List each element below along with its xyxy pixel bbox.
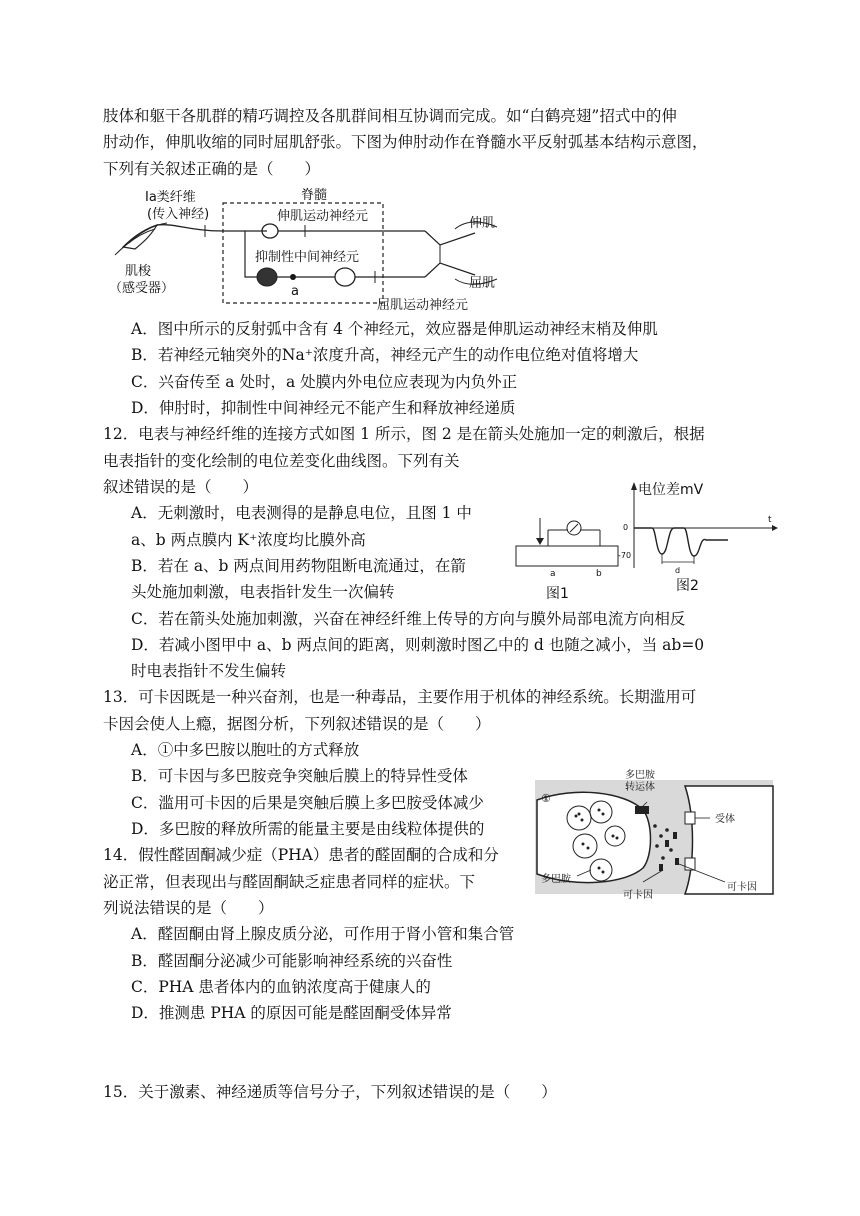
spindle-label: 肌梭 [125,264,152,279]
afferent-label: (传入神经) [147,207,210,222]
q12-stem-line-3: 叙述错误的是（ ） [103,478,259,496]
fig1-b-label: b [596,569,602,579]
q11-option-a: A．图中所示的反射弧中含有 4 个神经元，效应器是伸肌运动神经末梢及伸肌 [131,320,658,338]
q11-option-b: B．若神经元轴突外的Na⁺浓度升高，神经元产生的动作电位绝对值将增大 [131,346,639,364]
q13-stem-line-2: 卡因会使人上瘾，据图分析，下列叙述错误的是（ ） [103,715,491,733]
spinal-cord-label: 脊髓 [301,188,328,203]
q13-option-d: D．多巴胺的释放所需的能量主要是由线粒体提供的 [131,820,485,838]
fig2-caption: 图2 [676,578,699,593]
q11-stem-line-3: 下列有关叙述正确的是（ ） [103,160,321,178]
synapse-figure [535,766,775,902]
q12-option-d-1: D．若减小图甲中 a、b 两点间的距离，则刺激时图乙中的 d 也随之减小，当 ab=0 [131,636,705,654]
q15-stem: 15．关于激素、神经递质等信号分子，下列叙述错误的是（ ） [103,1083,557,1101]
q12-stem-line-1: 12．电表与神经纤维的连接方式如图 1 所示，图 2 是在箭头处施加一定的刺激后，根据 [103,425,705,443]
circle-1-label: ① [541,792,551,805]
q12-stem-line-2: 电表指针的变化绘制的电位差变化曲线图。下列有关 [103,452,460,470]
q12-option-a-2: a、b 两点膜内 K⁺浓度均比膜外高 [131,531,366,549]
fig2-ylabel: 电位差mV [638,482,704,498]
q12-option-b-1: B．若在 a、b 两点间用药物阻断电流通过，在箭 [131,557,466,575]
fig2-xlabel: t [768,515,772,525]
extensor-motor-label: 伸肌运动神经元 [277,209,369,224]
flexor-motor-label: 屈肌运动神经元 [377,298,469,313]
figure-1-meter [512,512,622,602]
inhibitory-inter-label: 抑制性中间神经元 [255,250,360,265]
q13-option-b: B．可卡因与多巴胺竞争突触后膜上的特异性受体 [131,767,468,785]
transporter-label-1: 多巴胺 [625,770,655,781]
q14-option-d: D．推测患 PHA 的原因可能是醛固酮受体异常 [131,1004,452,1022]
transporter-label-2: 转运体 [625,782,655,793]
q11-stem-line-2: 肘动作，伸肌收缩的同时屈肌舒张。下图为伸肘动作在脊髓水平反射弧基本结构示意图， [103,133,708,151]
q14-stem-line-2: 泌正常，但表现出与醛固酮缺乏症患者同样的症状。下 [103,873,476,891]
q12-option-b-2: 头处施加刺激，电表指针发生一次偏转 [131,583,395,601]
ia-fiber-label: Ⅰa类纤维 [145,190,196,205]
q14-stem-line-1: 14．假性醛固酮减少症（PHA）患者的醛固酮的合成和分 [103,846,499,864]
fig1-a-label: a [550,569,556,579]
q14-option-b: B．醛固酮分泌减少可能影响神经系统的兴奋性 [131,952,453,970]
q11-stem-line-1: 肢体和躯干各肌群的精巧调控及各肌群间相互协调而完成。如“白鹤亮翅”招式中的伸 [103,107,677,125]
q14-stem-line-3: 列说法错误的是（ ） [103,899,274,917]
fig1-caption: 图1 [546,586,569,602]
receptor-label: （感受器） [109,281,175,296]
fig2-d-label: d [675,566,681,575]
q13-option-c: C．滥用可卡因的后果是突触后膜上多巴胺受体减少 [131,794,484,812]
reflex-arc-figure [105,185,505,315]
figure-2-potential-curve [618,478,788,593]
cocaine-left-label: 可卡因 [623,890,653,901]
q13-stem-line-1: 13．可卡因既是一种兴奋剂，也是一种毒品，主要作用于机体的神经系统。长期滥用可 [103,688,697,706]
flexor-label: 屈肌 [469,276,496,291]
q12-option-d-2: 时电表指针不发生偏转 [131,662,287,680]
extensor-label: 伸肌 [469,216,496,231]
point-a-label: a [291,284,299,299]
dopamine-label: 多巴胺 [541,874,571,885]
q13-option-a: A．①中多巴胺以胞吐的方式释放 [131,741,360,759]
potential-curve [634,528,728,556]
q14-option-c: C．PHA 患者体内的血钠浓度高于健康人的 [131,978,431,996]
q14-option-a: A．醛固酮由肾上腺皮质分泌，可作用于肾小管和集合管 [131,925,515,943]
q11-option-d: D．伸肘时，抑制性中间神经元不能产生和释放神经递质 [131,399,516,417]
fig2-y70-label: -70 [618,551,632,560]
fig2-y0-label: 0 [623,523,629,532]
q12-option-a-1: A．无刺激时，电表测得的是静息电位，且图 1 中 [131,504,472,522]
q11-option-c: C．兴奋传至 a 处时，a 处膜内外电位应表现为内负外正 [131,373,518,391]
receptor-label: 受体 [715,814,735,825]
q12-option-c: C．若在箭头处施加刺激，兴奋在神经纤维上传导的方向与膜外局部电流方向相反 [131,610,686,628]
cocaine-right-label: 可卡因 [727,882,757,893]
